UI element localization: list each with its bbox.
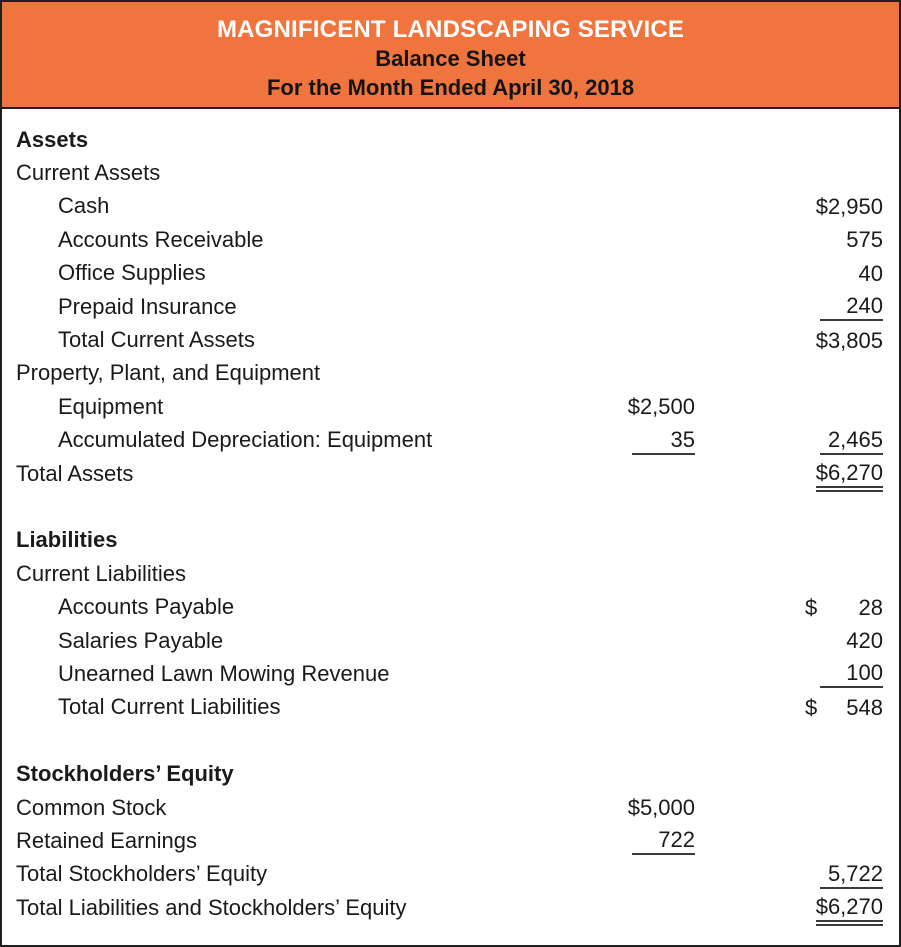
row-label: Office Supplies [58, 260, 206, 286]
right-amount-cell [805, 327, 883, 354]
mid-amount-cell [616, 393, 695, 420]
amount-value: $6,270 [816, 893, 883, 922]
right-amount-cell [805, 659, 883, 688]
right-amount-cell [805, 694, 883, 721]
report-title: Balance Sheet [375, 46, 526, 71]
spacer-row [16, 490, 883, 523]
row-total-liabilities-and-stockholders-equity [16, 891, 883, 924]
currency-symbol: $ [805, 694, 818, 720]
right-amount-cell [805, 594, 883, 621]
amount-value: 28 [858, 594, 883, 620]
row-label: Cash [58, 193, 110, 219]
row-label: Total Assets [16, 460, 134, 486]
row-total-current-assets [16, 323, 883, 356]
row-current-liabilities [16, 557, 883, 590]
row-label: Unearned Lawn Mowing Revenue [58, 660, 390, 686]
amount-value: 722 [632, 826, 695, 855]
row-label: Total Stockholders’ Equity [16, 861, 268, 887]
report-period: For the Month Ended April 30, 2018 [266, 75, 635, 100]
right-amount-cell [805, 260, 883, 287]
row-label: Prepaid Insurance [58, 293, 237, 319]
row-total-stockholders-equity [16, 858, 883, 891]
row-stockholders-equity [16, 757, 883, 790]
row-label: Current Assets [16, 160, 161, 186]
row-label: Liabilities [16, 527, 118, 553]
row-accounts-receivable [16, 223, 883, 256]
amount-value: $6,270 [816, 459, 883, 488]
row-label: Salaries Payable [58, 627, 224, 653]
row-salaries-payable [16, 624, 883, 657]
right-amount-cell [805, 893, 883, 922]
row-cash [16, 190, 883, 223]
row-unearned-lawn-mowing-revenue [16, 657, 883, 690]
right-amount-cell [805, 459, 883, 488]
row-total-assets [16, 457, 883, 490]
row-liabilities [16, 524, 883, 557]
mid-amount-cell [616, 426, 695, 455]
mid-amount-cell [616, 794, 695, 821]
row-assets [16, 123, 883, 156]
right-amount-cell [805, 193, 883, 220]
row-current-assets [16, 156, 883, 189]
amount-value: 2,465 [820, 426, 883, 455]
row-equipment [16, 390, 883, 423]
amount-value: 5,722 [820, 860, 883, 889]
row-office-supplies [16, 257, 883, 290]
row-label: Property, Plant, and Equipment [16, 360, 321, 386]
row-prepaid-insurance [16, 290, 883, 323]
spacer-row [16, 724, 883, 757]
row-label: Current Liabilities [16, 560, 186, 586]
row-label: Stockholders’ Equity [16, 761, 234, 787]
currency-symbol: $ [805, 594, 818, 620]
row-label: Retained Earnings [16, 827, 198, 853]
amount-value: 420 [846, 628, 883, 654]
row-label: Accounts Payable [58, 594, 235, 620]
row-property-plant-and-equipment [16, 357, 883, 390]
amount-value: 575 [846, 227, 883, 253]
row-accounts-payable [16, 590, 883, 623]
amount-value: $5,000 [627, 795, 695, 820]
right-amount-cell [805, 292, 883, 321]
right-amount-cell [805, 226, 883, 253]
sheet-body [2, 109, 899, 924]
amount-value: $3,805 [815, 327, 883, 353]
amount-value: 40 [858, 260, 883, 286]
report-header [2, 2, 899, 109]
mid-amount-cell [616, 826, 695, 855]
row-label: Accounts Receivable [58, 226, 264, 252]
row-label: Total Current Assets [58, 327, 255, 353]
row-label: Equipment [58, 393, 164, 419]
row-label: Total Current Liabilities [58, 694, 281, 720]
amount-value: 548 [846, 694, 883, 720]
row-label: Total Liabilities and Stockholders’ Equity [16, 894, 407, 920]
row-label: Common Stock [16, 794, 167, 820]
row-total-current-liabilities [16, 691, 883, 724]
row-label: Accumulated Depreciation: Equipment [58, 427, 433, 453]
amount-value: 240 [820, 292, 883, 321]
row-label: Assets [16, 126, 89, 152]
row-retained-earnings [16, 824, 883, 857]
amount-value: 35 [632, 426, 695, 455]
right-amount-cell [805, 860, 883, 889]
company-name: MAGNIFICENT LANDSCAPING SERVICE [216, 16, 685, 43]
row-common-stock [16, 791, 883, 824]
amount-value: 100 [820, 659, 883, 688]
amount-value: $2,950 [815, 193, 883, 219]
amount-value: $2,500 [627, 394, 695, 420]
right-amount-cell [805, 627, 883, 654]
right-amount-cell [805, 426, 883, 455]
row-accumulated-depreciation-equipment [16, 424, 883, 457]
